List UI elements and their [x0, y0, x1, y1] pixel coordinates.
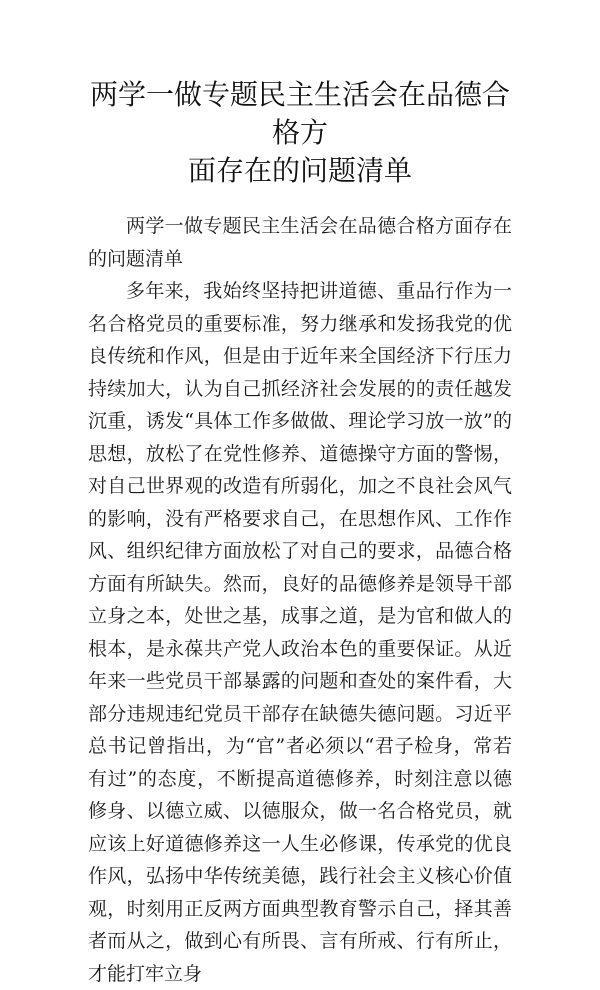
document-body-paragraph: 多年来，我始终坚持把讲道德、重品行作为一名合格党员的重要标准，努力继承和发扬我党的优良传统和作风，但是由于近年来全国经济下行压力持续加大，认为自己抓经济社会发展的的责任越发沉重，诱发“具体工作多做做、理论学习放一放”的思想，放松了在党性修养、道德操守方面的警惕，对自己世界观的改造有所弱化，加之不良社会风气的影响，没有严格要求自己，在思想作风、工作作风、组织纪律方面放松了对自己的要求，品德合格方面有所缺失。然而，良好的品德修养是领导干部立身之本，处世之基，成事之道，是为官和做人的根本，是永葆共产党人政治本色的重要保证。从近年来一些党员干部暴露的问题和查处的案件看，大部分违规违纪党员干部存在缺德失德问题。习近平总书记曾指出，为“官”者必须以“君子检身，常若有过”的态度，不断提高道德修养，时刻注意以德修身、以德立威、以德服众，做一名合格党员，就应该上好道德修养这一人生必修课，传承党的优良作风，弘扬中华传统美德，践行社会主义核心价值观，时刻用正反两方面典型教育警示自己，择其善者而从之，做到心有所畏、言有所戒、行有所止，才能打牢立身: [88, 280, 512, 985]
title-line-1: 两学一做专题民主生活会在品德合格方: [89, 78, 510, 149]
document-title: [88, 76, 512, 190]
title-line-2: 面存在的问题清单: [187, 154, 412, 187]
document-subtitle: 两学一做专题民主生活会在品德合格方面存在的问题清单: [88, 215, 512, 270]
